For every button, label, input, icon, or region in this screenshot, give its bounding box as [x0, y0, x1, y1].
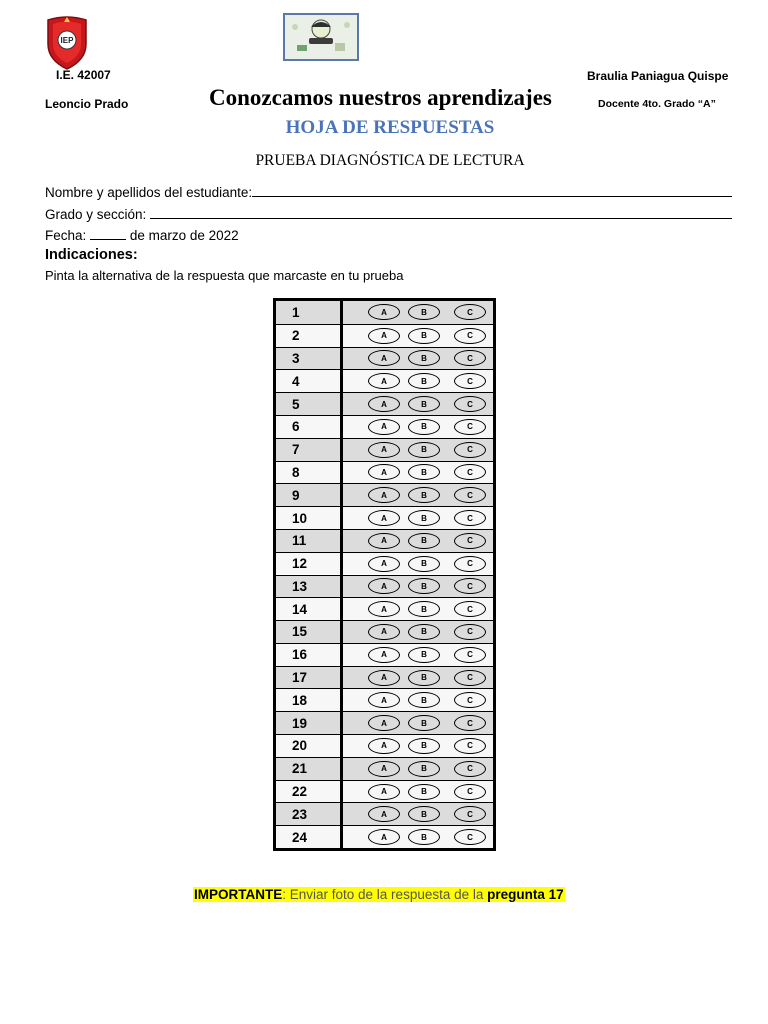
- question-number: 15: [292, 624, 308, 640]
- option-b-bubble[interactable]: B: [408, 510, 440, 526]
- answer-options: [346, 393, 493, 415]
- option-a-bubble[interactable]: A: [368, 442, 400, 458]
- answer-row: [276, 688, 493, 711]
- answer-options: [346, 598, 493, 620]
- question-number: 16: [292, 647, 308, 663]
- question-number: 1: [292, 304, 300, 320]
- option-b-bubble[interactable]: B: [408, 533, 440, 549]
- option-b-bubble[interactable]: B: [408, 624, 440, 640]
- option-b-bubble[interactable]: B: [408, 487, 440, 503]
- answer-row: [276, 711, 493, 734]
- answer-row: [276, 506, 493, 529]
- option-a-bubble[interactable]: A: [368, 350, 400, 366]
- option-a-bubble[interactable]: A: [368, 373, 400, 389]
- question-number: 19: [292, 715, 308, 731]
- student-name-line[interactable]: [252, 184, 732, 197]
- option-a-bubble[interactable]: A: [368, 328, 400, 344]
- answer-row: [276, 825, 493, 848]
- answer-options: [346, 370, 493, 392]
- option-a-bubble[interactable]: A: [368, 304, 400, 320]
- date-prefix-label: Fecha:: [45, 228, 87, 243]
- answer-row: [276, 643, 493, 666]
- option-b-bubble[interactable]: B: [408, 442, 440, 458]
- test-title: PRUEBA DIAGNÓSTICA DE LECTURA: [255, 152, 525, 169]
- option-b-bubble[interactable]: B: [408, 647, 440, 663]
- teacher-role: Docente 4to. Grado “A”: [598, 98, 716, 110]
- institution-code: I.E. 42007: [56, 68, 111, 82]
- question-number: 13: [292, 578, 308, 594]
- school-shield-logo: [44, 14, 90, 70]
- question-number: 7: [292, 442, 300, 458]
- answer-row: [276, 666, 493, 689]
- grid-divider: [340, 298, 343, 851]
- option-a-bubble[interactable]: A: [368, 510, 400, 526]
- student-name-field[interactable]: [45, 184, 732, 200]
- question-number: 9: [292, 487, 300, 503]
- option-c-bubble[interactable]: C: [454, 624, 486, 640]
- option-a-bubble[interactable]: A: [368, 624, 400, 640]
- option-a-bubble[interactable]: A: [368, 670, 400, 686]
- grade-section-field[interactable]: [45, 206, 732, 222]
- answer-options: [346, 462, 493, 484]
- answer-row: [276, 483, 493, 506]
- option-a-bubble[interactable]: A: [368, 396, 400, 412]
- answer-options: [346, 667, 493, 689]
- option-a-bubble[interactable]: A: [368, 761, 400, 777]
- answer-row: [276, 324, 493, 347]
- answer-row: [276, 552, 493, 575]
- institution-name: Leoncio Prado: [45, 97, 129, 111]
- answer-row: [276, 620, 493, 643]
- option-c-bubble[interactable]: C: [454, 533, 486, 549]
- answer-row: [276, 597, 493, 620]
- answer-row: [276, 392, 493, 415]
- option-a-bubble[interactable]: A: [368, 715, 400, 731]
- answer-options: [346, 781, 493, 803]
- answer-options: [346, 758, 493, 780]
- option-c-bubble[interactable]: C: [454, 670, 486, 686]
- student-name-label: Nombre y apellidos del estudiante:: [45, 185, 253, 200]
- answer-options: [346, 484, 493, 506]
- option-c-bubble[interactable]: C: [454, 784, 486, 800]
- option-a-bubble[interactable]: A: [368, 829, 400, 845]
- answer-options: [346, 301, 493, 324]
- answer-options: [346, 439, 493, 461]
- option-c-bubble[interactable]: C: [454, 829, 486, 845]
- question-number: 8: [292, 464, 300, 480]
- question-number: 12: [292, 556, 308, 572]
- option-b-bubble[interactable]: B: [408, 350, 440, 366]
- answer-options: [346, 530, 493, 552]
- option-a-bubble[interactable]: A: [368, 738, 400, 754]
- option-b-bubble[interactable]: B: [408, 304, 440, 320]
- question-number: 23: [292, 806, 308, 822]
- question-number: 5: [292, 396, 300, 412]
- question-number: 6: [292, 419, 300, 435]
- question-number: 24: [292, 829, 308, 845]
- option-a-bubble[interactable]: A: [368, 647, 400, 663]
- option-c-bubble[interactable]: C: [454, 556, 486, 572]
- sheet-title: HOJA DE RESPUESTAS: [285, 117, 495, 138]
- question-number: 18: [292, 692, 308, 708]
- answer-options: [346, 826, 493, 848]
- option-a-bubble[interactable]: A: [368, 533, 400, 549]
- option-c-bubble[interactable]: C: [454, 464, 486, 480]
- option-c-bubble[interactable]: C: [454, 806, 486, 822]
- option-c-bubble[interactable]: C: [454, 510, 486, 526]
- option-b-bubble[interactable]: B: [408, 464, 440, 480]
- answer-options: [346, 325, 493, 347]
- date-suffix-label: de marzo de 2022: [129, 228, 239, 243]
- answer-row: [276, 415, 493, 438]
- option-b-bubble[interactable]: B: [408, 601, 440, 617]
- answer-options: [346, 416, 493, 438]
- option-c-bubble[interactable]: C: [454, 578, 486, 594]
- option-c-bubble[interactable]: C: [454, 761, 486, 777]
- answer-row: [276, 461, 493, 484]
- classroom-clipart-image: [283, 13, 359, 61]
- question-number: 17: [292, 670, 308, 686]
- option-b-bubble[interactable]: B: [408, 670, 440, 686]
- option-b-bubble[interactable]: B: [408, 373, 440, 389]
- question-number: 21: [292, 761, 308, 777]
- option-a-bubble[interactable]: A: [368, 692, 400, 708]
- option-a-bubble[interactable]: A: [368, 464, 400, 480]
- answer-row: [276, 369, 493, 392]
- answer-row: [276, 301, 493, 324]
- answer-options: [346, 735, 493, 757]
- option-c-bubble[interactable]: C: [454, 715, 486, 731]
- option-a-bubble[interactable]: A: [368, 784, 400, 800]
- answer-row: [276, 529, 493, 552]
- answer-options: [346, 712, 493, 734]
- option-b-bubble[interactable]: B: [408, 419, 440, 435]
- important-emphasis: pregunta 17: [487, 887, 564, 902]
- option-c-bubble[interactable]: C: [454, 396, 486, 412]
- option-c-bubble[interactable]: C: [454, 647, 486, 663]
- answer-row: [276, 438, 493, 461]
- main-title: Conozcamos nuestros aprendizajes: [209, 85, 552, 110]
- option-a-bubble[interactable]: A: [368, 487, 400, 503]
- question-number: 4: [292, 373, 300, 389]
- option-b-bubble[interactable]: B: [408, 328, 440, 344]
- option-a-bubble[interactable]: A: [368, 601, 400, 617]
- answer-options: [346, 553, 493, 575]
- instructions-heading: Indicaciones:: [45, 247, 138, 263]
- question-number: 3: [292, 350, 300, 366]
- answer-grid: [273, 298, 496, 851]
- option-c-bubble[interactable]: C: [454, 304, 486, 320]
- date-field[interactable]: [45, 227, 239, 243]
- question-number: 11: [292, 533, 307, 549]
- option-c-bubble[interactable]: C: [454, 601, 486, 617]
- instructions-text: Pinta la alternativa de la respuesta que marcaste en tu prueba: [45, 268, 404, 283]
- date-day-line[interactable]: [90, 227, 126, 240]
- answer-options: [346, 689, 493, 711]
- answer-row: [276, 347, 493, 370]
- option-c-bubble[interactable]: C: [454, 487, 486, 503]
- option-b-bubble[interactable]: B: [408, 692, 440, 708]
- important-text: : Enviar foto de la respuesta de la: [282, 887, 488, 902]
- option-b-bubble[interactable]: B: [408, 556, 440, 572]
- svg-text:IEP: IEP: [60, 36, 74, 45]
- answer-options: [346, 576, 493, 598]
- option-a-bubble[interactable]: A: [368, 578, 400, 594]
- answer-options: [346, 348, 493, 370]
- question-number: 14: [292, 601, 308, 617]
- option-a-bubble[interactable]: A: [368, 806, 400, 822]
- option-c-bubble[interactable]: C: [454, 328, 486, 344]
- option-b-bubble[interactable]: B: [408, 829, 440, 845]
- answer-options: [346, 803, 493, 825]
- important-note: [193, 887, 565, 902]
- answer-row: [276, 802, 493, 825]
- teacher-name: Braulia Paniagua Quispe: [587, 69, 729, 83]
- answer-options: [346, 507, 493, 529]
- option-c-bubble[interactable]: C: [454, 738, 486, 754]
- question-number: 22: [292, 784, 308, 800]
- option-c-bubble[interactable]: C: [454, 350, 486, 366]
- option-c-bubble[interactable]: C: [454, 373, 486, 389]
- option-b-bubble[interactable]: B: [408, 578, 440, 594]
- answer-row: [276, 734, 493, 757]
- grade-section-line[interactable]: [150, 206, 732, 219]
- question-number: 10: [292, 510, 308, 526]
- answer-row: [276, 757, 493, 780]
- question-number: 20: [292, 738, 308, 754]
- answer-row: [276, 780, 493, 803]
- option-b-bubble[interactable]: B: [408, 806, 440, 822]
- answer-options: [346, 621, 493, 643]
- question-number: 2: [292, 328, 300, 344]
- option-a-bubble[interactable]: A: [368, 556, 400, 572]
- option-b-bubble[interactable]: B: [408, 761, 440, 777]
- important-label: IMPORTANTE: [194, 887, 283, 902]
- option-c-bubble[interactable]: C: [454, 692, 486, 708]
- option-b-bubble[interactable]: B: [408, 784, 440, 800]
- option-b-bubble[interactable]: B: [408, 738, 440, 754]
- answer-row: [276, 575, 493, 598]
- answer-options: [346, 644, 493, 666]
- option-c-bubble[interactable]: C: [454, 419, 486, 435]
- grade-section-label: Grado y sección:: [45, 207, 147, 222]
- option-a-bubble[interactable]: A: [368, 419, 400, 435]
- option-c-bubble[interactable]: C: [454, 442, 486, 458]
- option-b-bubble[interactable]: B: [408, 715, 440, 731]
- option-b-bubble[interactable]: B: [408, 396, 440, 412]
